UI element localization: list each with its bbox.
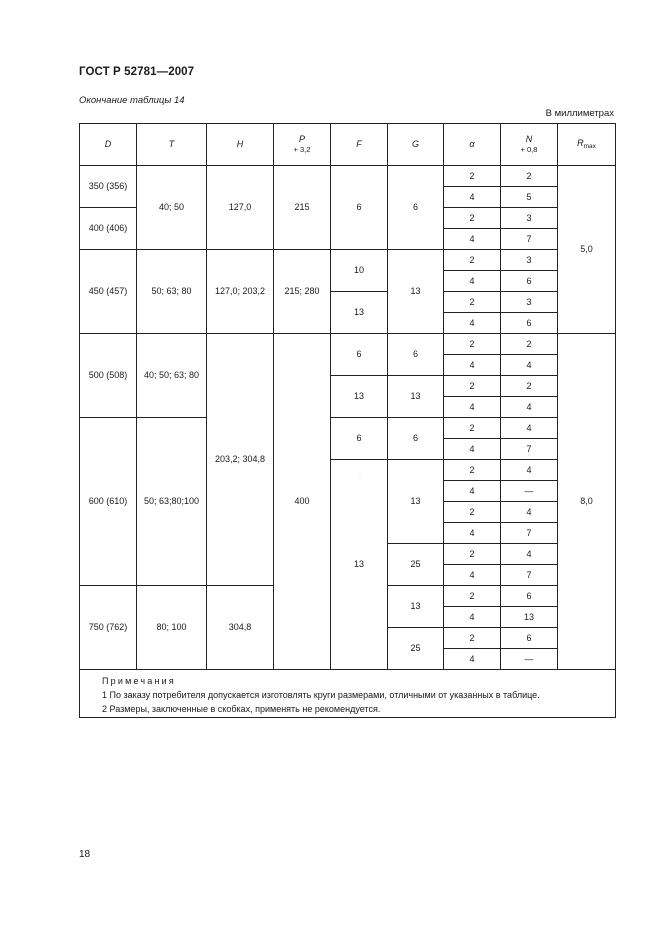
col-header-P [274, 124, 331, 166]
cell-D: 500 (508) [80, 334, 137, 418]
col-header-R-subscript: max [583, 142, 596, 150]
cell-P: 400 [274, 334, 331, 670]
cell-alpha: 4 [444, 313, 501, 334]
cell-T: 80; 100 [137, 586, 207, 670]
notes-row [80, 670, 616, 718]
cell-alpha: 2 [444, 376, 501, 397]
table-row [80, 250, 616, 271]
cell-F: 6 [331, 166, 388, 250]
col-header-N-tolerance: + 0,8 [520, 145, 538, 154]
cell-alpha: 4 [444, 481, 501, 502]
cell-G: 25 [388, 628, 444, 670]
cell-alpha: 4 [444, 607, 501, 628]
cell-alpha: 4 [444, 649, 501, 670]
cell-H: 203,2; 304,8 [207, 334, 274, 586]
cell-N: 2 [501, 376, 558, 397]
note-item: 2 Размеры, заключенные в скобках, применять не рекомендуется. [102, 704, 381, 714]
cell-N: 7 [501, 565, 558, 586]
cell-alpha: 2 [444, 208, 501, 229]
table-continuation-label: Окончание таблицы 14 [79, 95, 185, 106]
col-header-R-symbol: R [577, 137, 584, 148]
page-number: 18 [79, 849, 91, 860]
cell-F: 6 [331, 334, 388, 376]
cell-D: 400 (406) [80, 208, 137, 250]
cell-F-value: 13 [353, 559, 364, 569]
cell-alpha: 4 [444, 355, 501, 376]
cell-T: 40; 50 [137, 166, 207, 250]
cell-H: 127,0; 203,2 [207, 250, 274, 334]
cell-F: 13 [331, 376, 388, 418]
cell-alpha: 4 [444, 565, 501, 586]
cell-alpha: 4 [444, 187, 501, 208]
cell-G: 6 [388, 166, 444, 250]
cell-N: 3 [501, 250, 558, 271]
cell-R: 5,0 [558, 166, 616, 334]
cell-H: 127,0 [207, 166, 274, 250]
cell-N: 2 [501, 166, 558, 187]
standard-code: ГОСТ Р 52781—2007 [79, 66, 195, 78]
cell-G: 13 [388, 460, 444, 544]
cell-N: 3 [501, 292, 558, 313]
notes-cell [80, 670, 616, 718]
cell-H: 304,8 [207, 586, 274, 670]
cell-N: 6 [501, 271, 558, 292]
cell-alpha: 2 [444, 460, 501, 481]
cell-N: 4 [501, 502, 558, 523]
cell-alpha: 2 [444, 628, 501, 649]
cell-alpha: 4 [444, 271, 501, 292]
col-header-G: G [388, 124, 444, 166]
cell-T: 50; 63;80;100 [137, 418, 207, 586]
notes-title: Примечания [102, 676, 176, 686]
col-header-R [558, 124, 616, 166]
cell-N: 4 [501, 460, 558, 481]
cell-N: 4 [501, 397, 558, 418]
dimensions-table [79, 123, 616, 718]
scan-dot: · [359, 474, 361, 480]
cell-N: 7 [501, 439, 558, 460]
cell-G: 13 [388, 250, 444, 334]
col-header-T: T [137, 124, 207, 166]
table-row [80, 334, 616, 355]
col-header-alpha: α [444, 124, 501, 166]
col-header-D: D [80, 124, 137, 166]
cell-T: 40; 50; 63; 80 [137, 334, 207, 418]
col-header-H: H [207, 124, 274, 166]
cell-G: 13 [388, 586, 444, 628]
cell-alpha: 4 [444, 229, 501, 250]
cell-N: 4 [501, 544, 558, 565]
cell-D: 750 (762) [80, 586, 137, 670]
cell-D: 600 (610) [80, 418, 137, 586]
cell-alpha: 2 [444, 334, 501, 355]
cell-F: 13 [331, 292, 388, 334]
cell-N: 4 [501, 418, 558, 439]
note-item: 1 По заказу потребителя допускается изготовлять круги размерами, отличными от указанных в таблице. [102, 690, 540, 700]
cell-G: 13 [388, 376, 444, 418]
cell-F: 10 [331, 250, 388, 292]
cell-alpha: 2 [444, 418, 501, 439]
table-row [80, 166, 616, 187]
cell-N: — [501, 481, 558, 502]
cell-alpha: 2 [444, 250, 501, 271]
cell-N: 7 [501, 523, 558, 544]
units-label: В миллиметрах [545, 108, 614, 119]
cell-G: 25 [388, 544, 444, 586]
cell-alpha: 2 [444, 586, 501, 607]
cell-F [331, 460, 388, 670]
cell-N: 7 [501, 229, 558, 250]
cell-alpha: 2 [444, 502, 501, 523]
cell-N: 6 [501, 628, 558, 649]
cell-N: 4 [501, 355, 558, 376]
cell-R: 8,0 [558, 334, 616, 670]
cell-P: 215 [274, 166, 331, 250]
cell-N: — [501, 649, 558, 670]
cell-alpha: 2 [444, 166, 501, 187]
cell-F: 6 [331, 418, 388, 460]
cell-D: 450 (457) [80, 250, 137, 334]
cell-N: 6 [501, 586, 558, 607]
cell-N: 6 [501, 313, 558, 334]
cell-alpha: 4 [444, 523, 501, 544]
cell-N: 3 [501, 208, 558, 229]
col-header-P-tolerance: + 3,2 [293, 145, 311, 154]
table-header-row [80, 124, 616, 166]
col-header-N-symbol: N [525, 134, 533, 144]
cell-alpha: 2 [444, 292, 501, 313]
cell-P: 215; 280 [274, 250, 331, 334]
cell-alpha: 2 [444, 544, 501, 565]
cell-N: 2 [501, 334, 558, 355]
col-header-N [501, 124, 558, 166]
cell-alpha: 4 [444, 439, 501, 460]
cell-alpha: 4 [444, 397, 501, 418]
table-row [80, 418, 616, 439]
col-header-F: F [331, 124, 388, 166]
cell-T: 50; 63; 80 [137, 250, 207, 334]
cell-N: 13 [501, 607, 558, 628]
col-header-P-symbol: P [298, 134, 305, 144]
cell-G: 6 [388, 334, 444, 376]
cell-N: 5 [501, 187, 558, 208]
cell-D: 350 (356) [80, 166, 137, 208]
cell-G: 6 [388, 418, 444, 460]
